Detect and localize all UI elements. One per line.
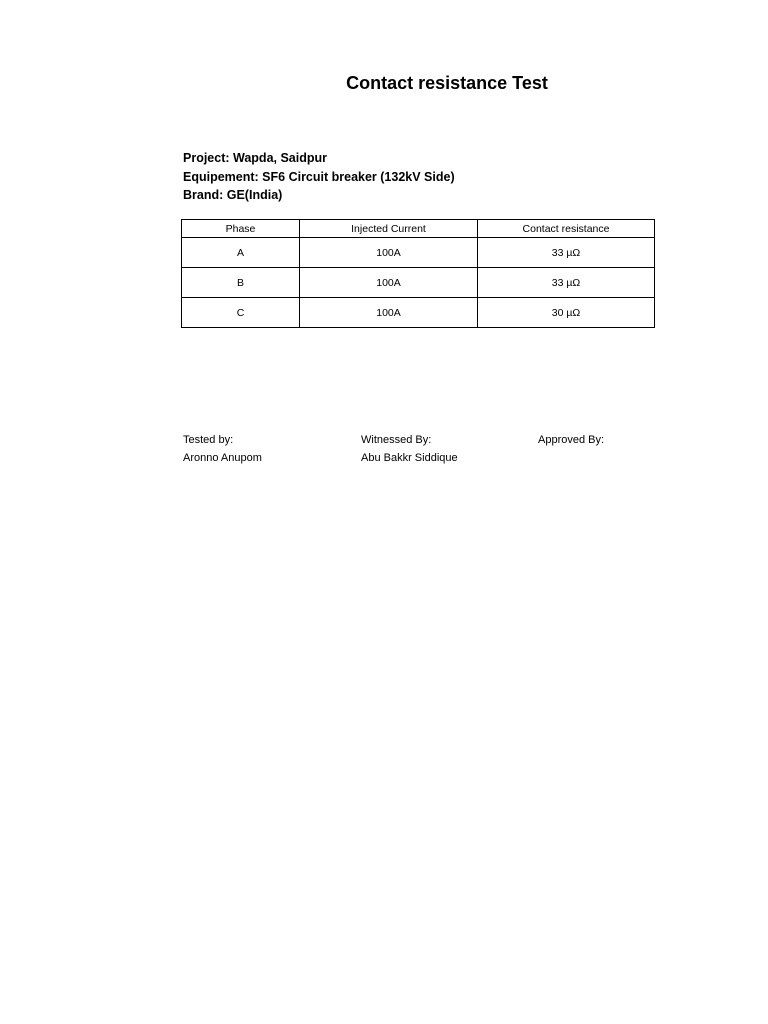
cell-current: 100A <box>300 268 478 298</box>
cell-resistance: 33 µΩ <box>478 238 655 268</box>
equipment-line: Equipement: SF6 Circuit breaker (132kV Side) <box>183 169 455 184</box>
project-line: Project: Wapda, Saidpur <box>183 151 328 165</box>
document-title: Contact resistance Test <box>346 73 548 93</box>
table-row <box>182 298 655 328</box>
cell-current: 100A <box>300 238 478 268</box>
witnessed-by-label: Witnessed By: <box>361 434 432 446</box>
cell-phase: A <box>182 238 300 268</box>
project-details <box>183 149 455 205</box>
table-row <box>182 238 655 268</box>
tested-by-label: Tested by: <box>183 434 234 446</box>
header-phase: Phase <box>182 220 300 238</box>
witnessed-by-block <box>361 431 458 467</box>
tested-by-name: Aronno Anupom <box>183 452 262 464</box>
header-injected-current: Injected Current <box>300 220 478 238</box>
cell-current: 100A <box>300 298 478 328</box>
cell-resistance: 30 µΩ <box>478 298 655 328</box>
approved-by-block <box>538 431 604 449</box>
approved-by-label: Approved By: <box>538 434 605 446</box>
cell-phase: B <box>182 268 300 298</box>
cell-resistance: 33 µΩ <box>478 268 655 298</box>
table-header-row <box>182 220 655 238</box>
cell-phase: C <box>182 298 300 328</box>
tested-by-block <box>183 431 262 467</box>
brand-line: Brand: GE(India) <box>183 188 283 202</box>
witnessed-by-name: Abu Bakkr Siddique <box>361 452 458 464</box>
table-row <box>182 268 655 298</box>
header-contact-resistance: Contact resistance <box>478 220 655 238</box>
results-table <box>181 219 655 328</box>
